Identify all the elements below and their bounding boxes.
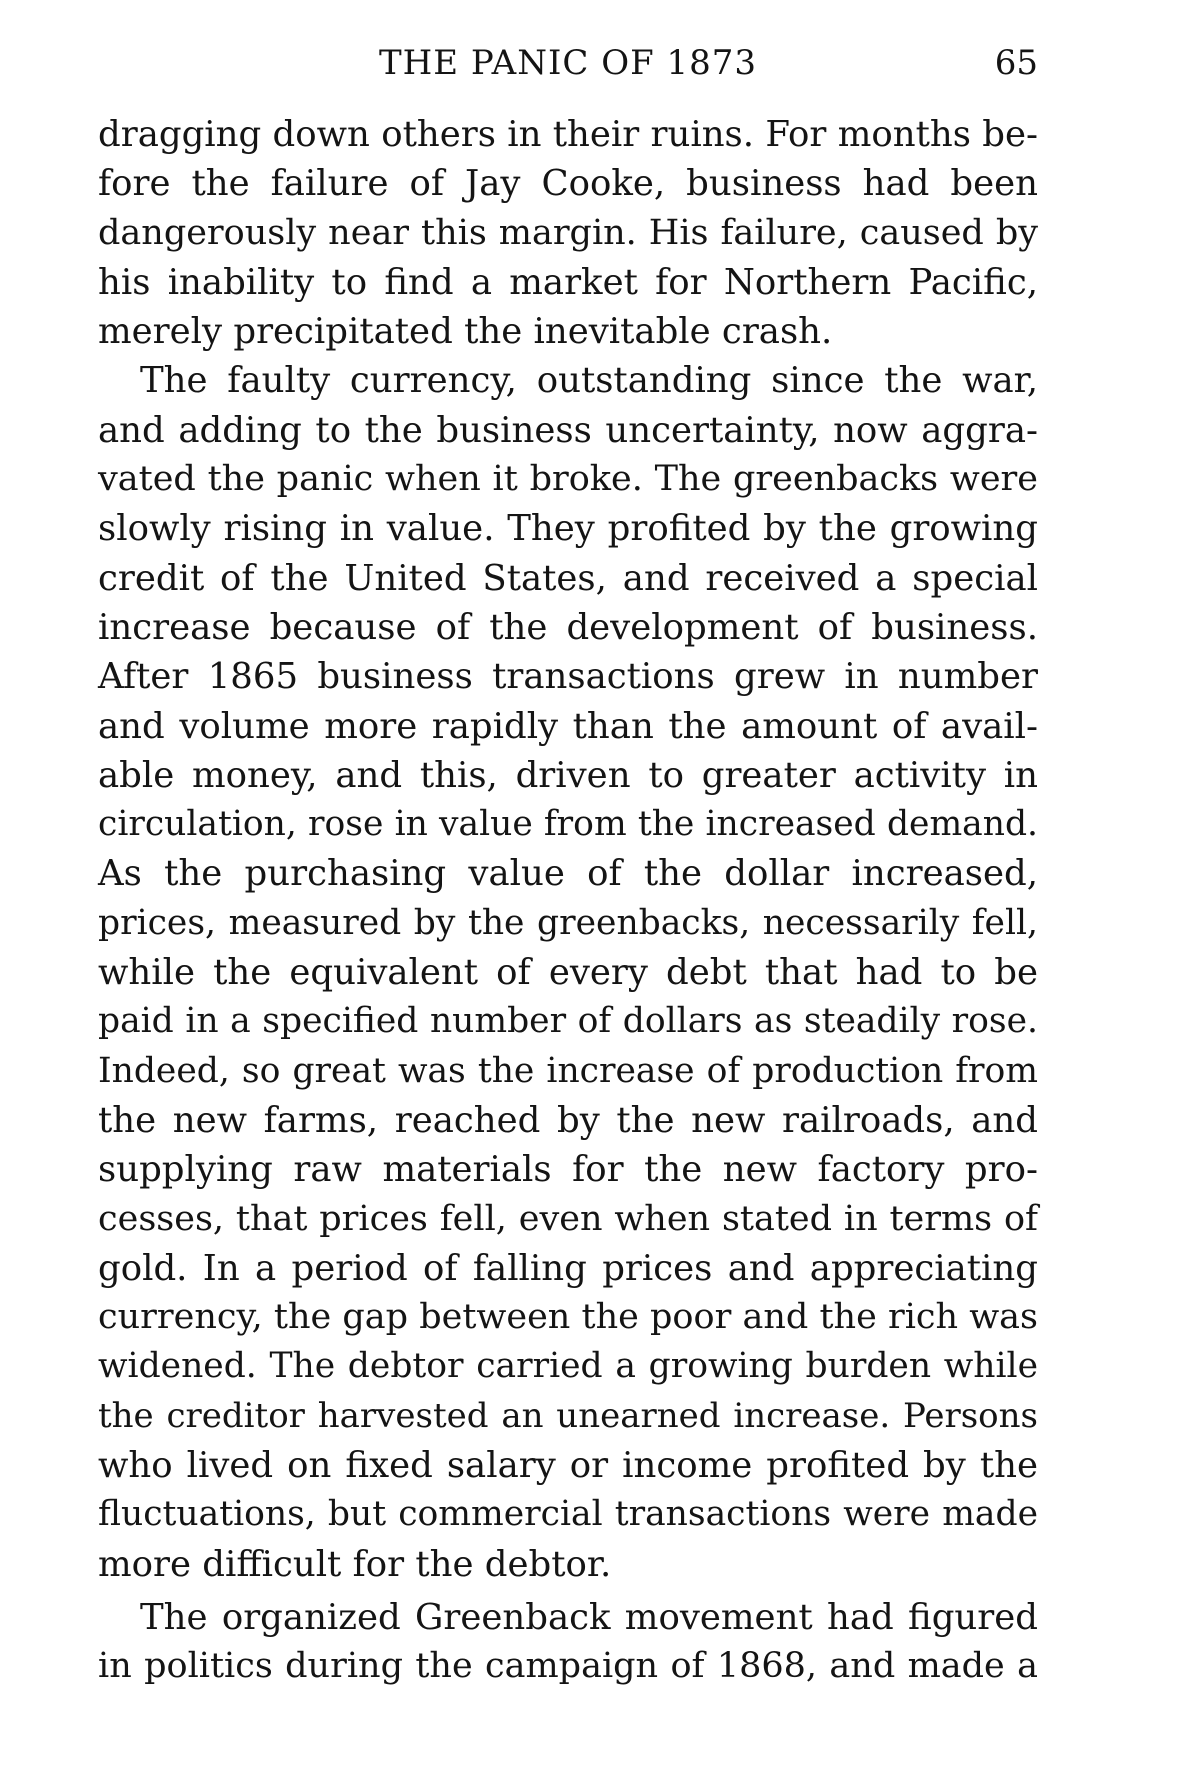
paragraph-3	[98, 1593, 1038, 1692]
text-line: dangerously near this margin. His failure, caused by	[98, 212, 1038, 253]
text-line: credit of the United States, and received a special	[98, 557, 1038, 599]
text-line: The faulty currency, outstanding since the war,	[140, 360, 1038, 402]
page-header	[98, 38, 1038, 88]
text-line: prices, measured by the greenbacks, necessarily fell,	[98, 902, 1038, 943]
text-line: fluctuations, but commercial transactions were made	[98, 1494, 1038, 1535]
text-line: increase because of the development of business.	[98, 606, 1038, 648]
text-line: paid in a specified number of dollars as steadily rose.	[98, 1001, 1038, 1042]
text-line: slowly rising in value. They profited by the growing	[98, 508, 1038, 550]
text-line: merely precipitated the inevitable crash.	[98, 311, 833, 353]
text-line: who lived on fixed salary or income profited by the	[98, 1445, 1038, 1487]
text-line: while the equivalent of every debt that had to be	[98, 952, 1038, 994]
text-line: able money, and this, driven to greater activity in	[98, 754, 1038, 796]
page-number: 65	[994, 43, 1038, 83]
text-line: in politics during the campaign of 1868, and made a	[98, 1646, 1038, 1687]
text-line: gold. In a period of falling prices and appreciating	[98, 1247, 1038, 1289]
text-line: the creditor harvested an unearned increase. Persons	[98, 1395, 1038, 1436]
text-line: more difficult for the debtor.	[98, 1543, 612, 1585]
paragraph-1	[98, 110, 1038, 356]
text-line: vated the panic when it broke. The greenbacks were	[98, 459, 1038, 500]
text-line: and adding to the business uncertainty, now aggra-	[98, 409, 1038, 451]
text-line: widened. The debtor carried a growing burden while	[98, 1346, 1038, 1387]
body-text	[98, 110, 1038, 1692]
text-line: As the purchasing value of the dollar increased,	[98, 853, 1038, 895]
text-line: currency, the gap between the poor and the rich was	[98, 1297, 1038, 1338]
text-line: his inability to find a market for Northern Pacific,	[98, 261, 1038, 303]
text-line: After 1865 business transactions grew in number	[98, 656, 1038, 698]
text-line: circulation, rose in value from the increased demand.	[98, 804, 1038, 845]
text-line: dragging down others in their ruins. For months be-	[98, 114, 1038, 155]
text-line: and volume more rapidly than the amount of avail-	[98, 705, 1038, 747]
text-line: the new farms, reached by the new railroads, and	[98, 1099, 1038, 1141]
text-line: fore the failure of Jay Cooke, business had been	[98, 163, 1038, 205]
text-line: supplying raw materials for the new factory pro-	[98, 1149, 1038, 1191]
text-line: Indeed, so great was the increase of production from	[98, 1050, 1038, 1091]
text-line: The organized Greenback movement had figured	[140, 1596, 1038, 1638]
paragraph-2	[98, 356, 1038, 1588]
running-head: THE PANIC OF 1873	[378, 43, 758, 83]
text-line: cesses, that prices fell, even when stated in terms of	[98, 1198, 1038, 1239]
